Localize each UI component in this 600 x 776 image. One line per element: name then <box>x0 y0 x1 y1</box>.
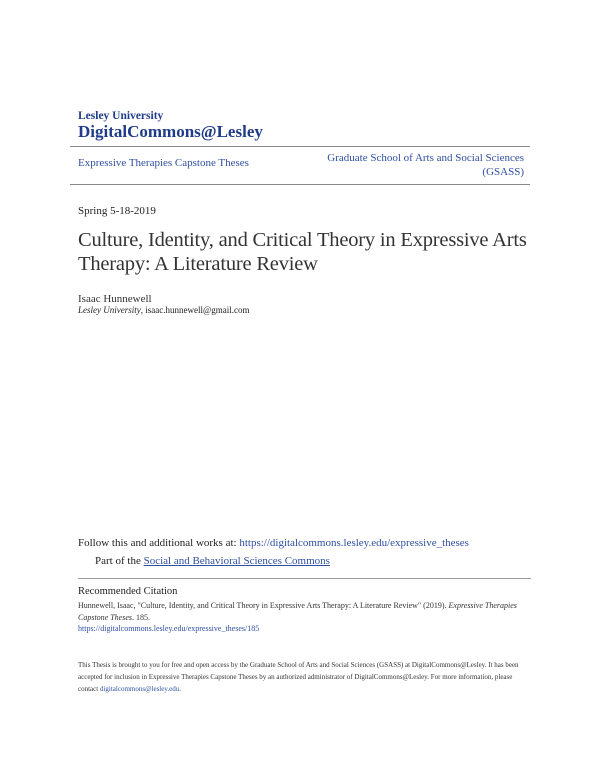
publication-date: Spring 5-18-2019 <box>78 205 156 217</box>
school-link-line2[interactable]: (GSASS) <box>482 166 524 178</box>
citation-series: Expressive Therapies Capstone Theses <box>78 601 517 622</box>
affiliation-email: , isaac.hunnewell@gmail.com <box>140 305 250 315</box>
part-of-label: Part of the <box>95 555 144 567</box>
author-affiliation <box>78 305 250 315</box>
header-band <box>70 146 530 185</box>
citation-plain: Hunnewell, Isaac, "Culture, Identity, and Critical Theory in Expressive Arts Therapy: A Literature Review" (2019). <box>78 601 449 610</box>
follow-url-link[interactable]: https://digitalcommons.lesley.edu/expressive_theses <box>239 537 469 549</box>
notice-text: This Thesis is brought to you for free and open access by the Graduate School of Arts and Social Sciences (GSASS) at DigitalCommons@Lesley. It has been accepted for inclusion in Expressive Therapies Capstone Theses by an authorized administrator of DigitalCommons@Lesley. For more information, please contact <box>78 661 519 693</box>
citation-text <box>78 600 533 635</box>
notice-tail: . <box>179 685 182 693</box>
repository-link[interactable]: DigitalCommons@Lesley <box>78 122 263 141</box>
paper-title: Culture, Identity, and Critical Theory in Expressive Arts Therapy: A Literature Review <box>78 229 527 275</box>
citation-divider <box>78 578 531 579</box>
school-link[interactable] <box>294 151 524 179</box>
citation-heading: Recommended Citation <box>78 586 178 597</box>
author-name: Isaac Hunnewell <box>78 293 152 305</box>
series-link[interactable]: Expressive Therapies Capstone Theses <box>78 157 249 169</box>
citation-tail: . 185. <box>132 612 150 622</box>
affiliation-institution: Lesley University <box>78 305 141 315</box>
commons-link[interactable]: Social and Behavioral Sciences Commons <box>143 555 330 567</box>
access-notice <box>78 659 523 695</box>
institution-name: Lesley University <box>78 110 164 122</box>
contact-email-link[interactable]: digitalcommons@lesley.edu <box>99 685 180 693</box>
follow-label: Follow this and additional works at: <box>78 537 240 549</box>
part-of-line <box>95 555 330 567</box>
citation-url-link[interactable]: https://digitalcommons.lesley.edu/expressive_theses/185 <box>78 624 260 633</box>
follow-line <box>78 537 469 549</box>
school-link-line1[interactable]: Graduate School of Arts and Social Sciences <box>327 152 524 164</box>
